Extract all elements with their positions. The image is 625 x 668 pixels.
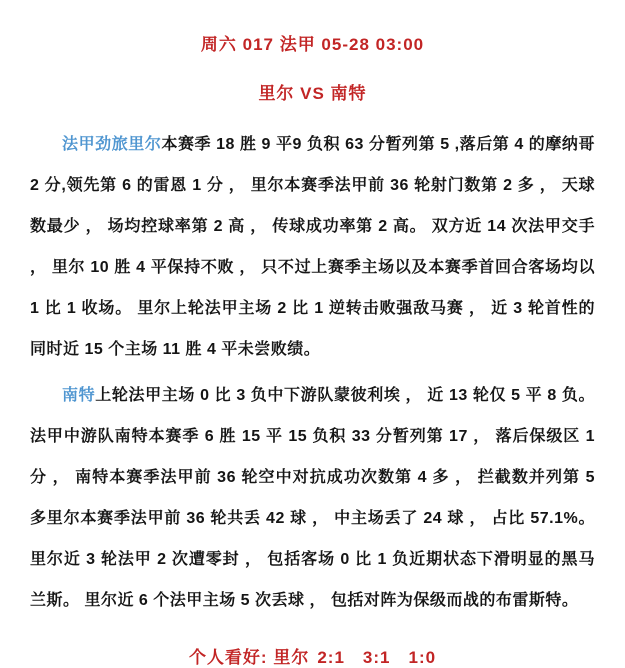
away-team-analysis-paragraph [30, 375, 595, 621]
home-team-analysis-paragraph [30, 124, 595, 370]
home-team-lead-text: 法甲劲旅里尔 [62, 136, 162, 153]
away-team-lead-text: 南特 [62, 387, 96, 404]
home-team-analysis-text: 本赛季 18 胜 9 平9 负积 63 分暂列第 5 ,落后第 4 的摩纳哥 2 分,领先第 6 的雷恩 1 分 ， 里尔本赛季法甲前 36 轮射门数第 2 多 ， 天球数最少 ， 场均控球率第 2 高 ， 传球成功率第 2 高。 双方近 14 次法甲交手 ， 里尔 10 胜 4 平保持不败 ， 只不过上赛季主场以及本赛季首回合客场均以 1 比 1 收场。 里尔上轮法甲主场 2 比 1 逆转击败强敌马赛 ， 近 3 轮首性的同时近 15 个主场 11 胜 4 平未尝败绩。 [30, 136, 595, 358]
prediction-score-3: 1:0 [408, 648, 437, 667]
matchup-title: 里尔 VS 南特 [258, 84, 367, 103]
prediction-score-1: 2:1 [317, 648, 345, 667]
match-info-title: 周六 017 法甲 05-28 03:00 [200, 35, 425, 54]
prediction-label: 个人看好: 里尔 [188, 648, 310, 667]
prediction-score-2: 3:1 [362, 648, 391, 667]
away-team-analysis-text: 上轮法甲主场 0 比 3 负中下游队蒙彼利埃 ， 近 13 轮仅 5 平 8 负。 法甲中游队南特本赛季 6 胜 15 平 15 负积 33 分暂列第 17 ， 落后保级区 1 分 ， 南特本赛季法甲前 36 轮空中对抗成功次数第 4 多 ， 拦截数并列第 5 多里尔本赛季法甲前 36 轮共丢 42 球 ， 中主场丢了 24 球 ， 占比 57.1%。 里尔近 3 轮法甲 2 次遭零封 ， 包括客场 0 比 1 负近期状态下滑明显的黑马兰斯。 里尔近 6 个法甲主场 5 次丢球 ， 包括对阵为保级而战的布雷斯特。 [30, 387, 595, 609]
prediction-line [30, 643, 595, 668]
